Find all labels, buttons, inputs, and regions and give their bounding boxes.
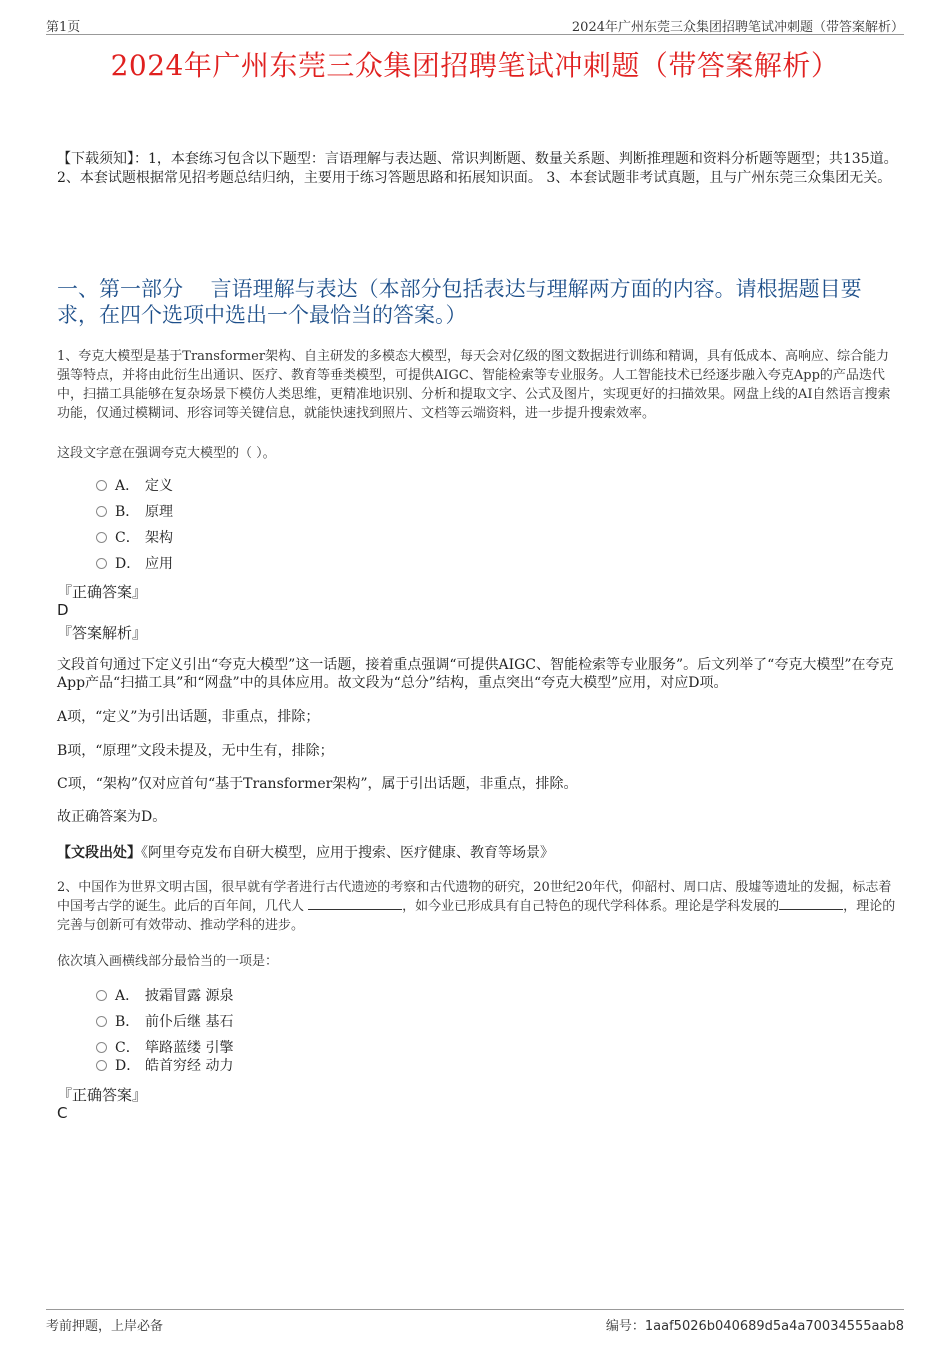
page-number: 第1页 [46,20,81,35]
question-1-option-a[interactable]: A． 定义 [96,477,173,495]
question-2-prompt: 依次填入画横线部分最恰当的一项是： [57,954,279,969]
analysis-paragraph: C项，“架构”仅对应首句“基于Transformer架构”，属于引出话题，非重点，排除。 [57,776,578,792]
question-2-option-c[interactable]: C． 筚路蓝缕 引擎 [96,1039,233,1057]
question-1-prompt: 这段文字意在强调夸克大模型的（ ）。 [57,446,276,461]
analysis-paragraph: 故正确答案为D。 [57,809,167,825]
radio-icon[interactable] [96,990,107,1001]
source-text: 《阿里夸克发布自研大模型，应用于搜索、医疗健康、教育等场景》 [141,845,554,861]
radio-icon[interactable] [96,506,107,517]
question-1-option-c[interactable]: C． 架构 [96,529,173,547]
question-1-text: 1、夸克大模型是基于Transformer架构、自主研发的多模态大模型，每天会对亿级的图文数据进行训练和精调，具有低成本、高响应、综合能力强等特点，并将由此衍生出通识、医疗、教育等垂类模型，可提供AIGC、智能检索等专业服务。人工智能技术已经逐步融入夸克App的产品迭代中，扫描工具能够在复杂场景下模仿人类思维，更精准地识别、分析和提取文字、公式及图片，实现更好的扫描效果。网盘上线的AI自然语言搜索功能，仅通过模糊词、形容词等关键信息，就能快速找到照片、文档等云端资料，进一步提升搜索效率。 [57,349,891,421]
question-2-answer-label: 『正确答案』 [57,1086,148,1104]
fill-blank-1[interactable] [308,897,402,910]
radio-icon[interactable] [96,558,107,569]
question-2-option-a[interactable]: A． 披霜冒露 源泉 [96,987,233,1005]
source-label: 【文段出处】 [57,845,141,861]
question-2-option-b[interactable]: B． 前仆后继 基石 [96,1013,233,1031]
section-heading: 一、第一部分 言语理解与表达（本部分包括表达与理解两方面的内容。请根据题目要求，在四个选项中选出一个最恰当的答案。） [57,277,862,327]
analysis-paragraph: 文段首句通过下定义引出“夸克大模型”这一话题，接着重点强调“可提供AIGC、智能检索等专业服务”。后文列举了“夸克大模型”在夸克App产品“扫描工具”和“网盘”中的具体应用。故文段为“总分”结构，重点突出“夸克大模型”应用，对应D项。 [57,657,894,691]
question-1-option-b[interactable]: B． 原理 [96,503,173,521]
document-title: 2024年广州东莞三众集团招聘笔试冲刺题（带答案解析） [110,49,840,82]
question-1-answer-label: 『正确答案』 [57,583,148,601]
footer-code: 编号：1aaf5026b040689d5a4a70034555aab8 [605,1319,904,1334]
analysis-paragraph: B项，“原理”文段未提及，无中生有，排除； [57,743,334,759]
question-1-analysis-label: 『答案解析』 [57,624,148,642]
radio-icon[interactable] [96,1016,107,1027]
question-2-option-d[interactable]: D． 皓首穷经 动力 [96,1057,233,1075]
radio-icon[interactable] [96,532,107,543]
question-2-answer: C [57,1104,68,1122]
header-doc-title: 2024年广州东莞三众集团招聘笔试冲刺题（带答案解析） [571,20,904,35]
radio-icon[interactable] [96,1060,107,1071]
footer-slogan: 考前押题，上岸必备 [46,1319,164,1334]
page-footer [46,1309,904,1336]
question-1-answer: D [57,601,69,619]
analysis-paragraph: A项，“定义”为引出话题，非重点，排除； [57,709,320,725]
download-notice: 【下载须知】：1，本套练习包含以下题型：言语理解与表达题、常识判断题、数量关系题、判断推理题和资料分析题等题型；共135道。 2、本套试题根据常见招考题总结归纳，主要用于练习答题思路和拓展知识面。 3、本套试题非考试真题，且与广州东莞三众集团无关。 [57,151,898,186]
fill-blank-2[interactable] [779,897,843,910]
question-1-source [57,842,554,862]
radio-icon[interactable] [96,1042,107,1053]
page-header [46,14,904,35]
question-1-option-d[interactable]: D． 应用 [96,555,173,573]
question-2-text: 2、中国作为世界文明古国，很早就有学者进行古代遗迹的考察和古代遗物的研究，20世纪20年代，仰韶村、周口店、殷墟等遗址的发掘，标志着中国考古学的诞生。此后的百年间，几代人 ，如今业已形成具有自己特色的现代学科体系。理论是学科发展的 ，理论的完善与创新可有效带动、推动学科的进步。 [57,880,896,933]
radio-icon[interactable] [96,480,107,491]
